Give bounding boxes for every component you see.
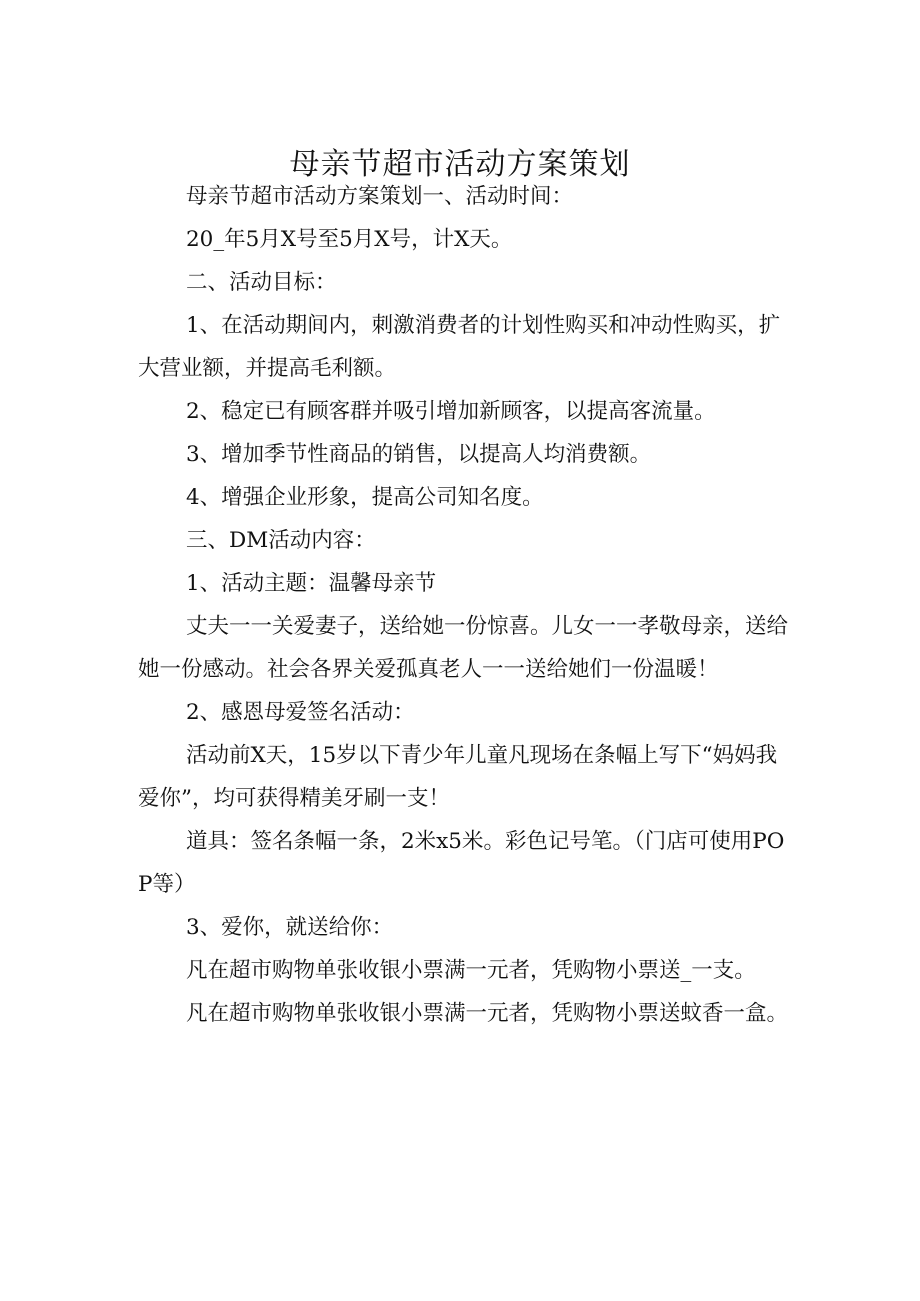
props-description: 道具：签名条幅一条，2米x5米。彩色记号笔。（门店可使用POP等）: [138, 829, 785, 897]
paragraph-date-range: 20_年5月X号至5月X号，计X天。: [186, 227, 513, 252]
paragraph-activity-time: 母亲节超市活动方案策划一、活动时间：: [186, 184, 574, 209]
document-body: [138, 175, 788, 1035]
section-heading-goals: 二、活动目标：: [186, 270, 337, 295]
gift-rule-2: 凡在超市购物单张收银小票满一元者，凭购物小票送蚊香一盒。: [186, 1001, 789, 1026]
goal-item-1: 1、在活动期间内，刺激消费者的计划性购买和冲动性购买，扩大营业额，并提高毛利额。: [138, 313, 781, 381]
signature-activity-description: 活动前X天，15岁以下青少年儿童凡现场在条幅上写下“妈妈我爱你”，均可获得精美牙刷一支！: [138, 743, 778, 811]
signature-activity-heading: 2、感恩母爱签名活动：: [186, 700, 415, 725]
theme-description: 丈夫一一关爱妻子，送给她一份惊喜。儿女一一孝敬母亲，送给她一份感动。社会各界关爱孤真老人一一送给她们一份温暖！: [138, 614, 789, 682]
gift-activity-heading: 3、爱你，就送给你：: [186, 915, 394, 940]
document-title: 母亲节超市活动方案策划: [289, 147, 631, 183]
goal-item-2: 2、稳定已有顾客群并吸引增加新顾客，以提高客流量。: [186, 399, 716, 424]
section-heading-dm-content: 三、DM活动内容：: [186, 528, 376, 553]
goal-item-4: 4、增强企业形象，提高公司知名度。: [186, 485, 544, 510]
gift-rule-1: 凡在超市购物单张收银小票满一元者，凭购物小票送_一支。: [186, 958, 756, 983]
activity-theme: 1、活动主题：温馨母亲节: [186, 571, 437, 596]
goal-item-3: 3、增加季节性商品的销售，以提高人均消费额。: [186, 442, 652, 467]
